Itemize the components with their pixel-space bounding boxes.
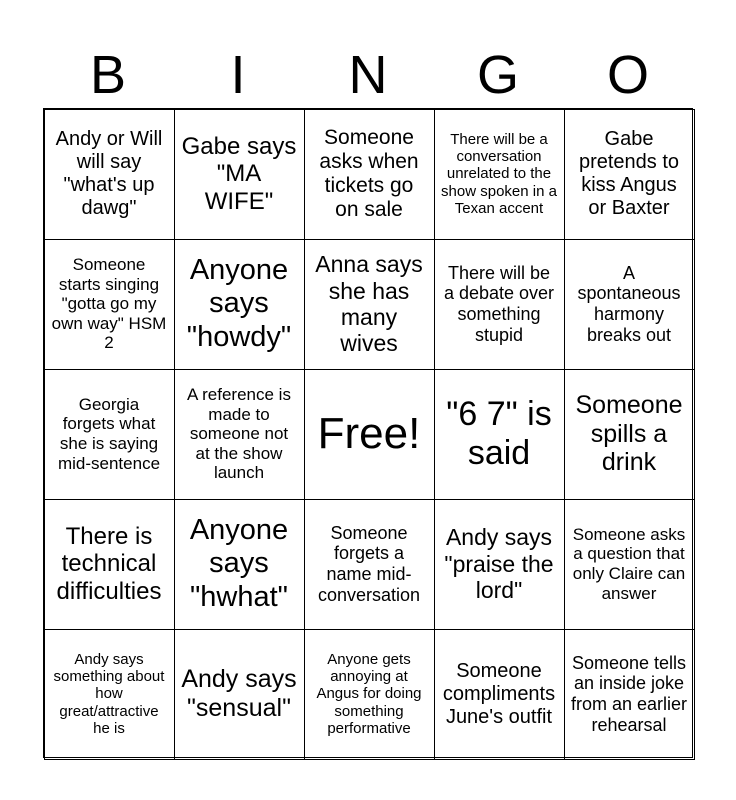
bingo-cell[interactable] — [304, 499, 435, 630]
cell-text: Someone forgets a name mid-conversation — [317, 522, 421, 605]
bingo-cell[interactable] — [564, 629, 695, 760]
bingo-cell[interactable] — [564, 369, 695, 500]
bingo-cell[interactable] — [304, 629, 435, 760]
cell-text: A reference is made to someone not at the show launch — [187, 385, 291, 483]
bingo-cell[interactable] — [44, 499, 175, 630]
cell-text: A spontaneous harmony breaks out — [577, 262, 681, 345]
cell-text: Someone spills a drink — [575, 390, 683, 477]
header-letter-o: O — [606, 45, 649, 105]
cell-text: "6 7" is said — [446, 394, 552, 472]
bingo-cell[interactable] — [44, 239, 175, 370]
bingo-cell[interactable] — [174, 629, 305, 760]
bingo-cell[interactable] — [44, 369, 175, 500]
cell-text: Anyone says "hwhat" — [189, 513, 289, 613]
bingo-cell[interactable] — [564, 239, 695, 370]
free-space[interactable] — [304, 369, 435, 500]
cell-text: Andy says "sensual" — [181, 665, 297, 722]
cell-text: Andy says something about how great/attractive he is — [53, 650, 165, 737]
cell-text: Anyone says "howdy" — [186, 253, 292, 353]
bingo-cell[interactable] — [434, 499, 565, 630]
cell-text: There is technical difficulties — [56, 522, 162, 605]
cell-text: There will be a conversation unrelated to the show spoken in a Texan accent — [441, 130, 557, 217]
cell-text: There will be a debate over something stupid — [443, 262, 555, 345]
cell-text: Andy says "praise the lord" — [444, 524, 554, 604]
bingo-cell[interactable] — [174, 239, 305, 370]
cell-text: Gabe pretends to kiss Angus or Baxter — [578, 128, 680, 219]
cell-text: Someone asks a question that only Claire can answer — [572, 524, 686, 603]
bingo-cell[interactable] — [564, 499, 695, 630]
cell-text: Anna says she has many wives — [315, 251, 423, 357]
bingo-board — [43, 108, 693, 758]
bingo-cell[interactable] — [434, 239, 565, 370]
bingo-cell[interactable] — [44, 109, 175, 240]
bingo-header — [43, 42, 693, 108]
bingo-cell[interactable] — [564, 109, 695, 240]
cell-text: Someone compliments June's outfit — [442, 659, 556, 728]
cell-text: Anyone gets annoying at Angus for doing something performative — [316, 650, 422, 737]
bingo-cell[interactable] — [434, 629, 565, 760]
bingo-cell[interactable] — [434, 369, 565, 500]
cell-text: Gabe says "MA WIFE" — [181, 132, 297, 215]
cell-text: Andy or Will will say "what's up dawg" — [55, 128, 163, 219]
bingo-cell[interactable] — [44, 629, 175, 760]
bingo-cell[interactable] — [174, 109, 305, 240]
header-letter-g: G — [476, 45, 519, 105]
bingo-cell[interactable] — [174, 499, 305, 630]
bingo-cell[interactable] — [304, 239, 435, 370]
cell-text: Someone asks when tickets go on sale — [319, 125, 419, 222]
bingo-cell[interactable] — [434, 109, 565, 240]
cell-text: Someone tells an inside joke from an earlier rehearsal — [570, 652, 688, 735]
bingo-cell[interactable] — [174, 369, 305, 500]
header-letter-i: I — [230, 45, 246, 105]
cell-text: Georgia forgets what she is saying mid-sentence — [57, 394, 161, 473]
header-letter-b: B — [89, 45, 127, 105]
bingo-cell[interactable] — [304, 109, 435, 240]
cell-text: Free! — [317, 408, 421, 458]
header-letter-n: N — [348, 45, 388, 105]
cell-text: Someone starts singing "gotta go my own way" HSM 2 — [51, 255, 167, 353]
